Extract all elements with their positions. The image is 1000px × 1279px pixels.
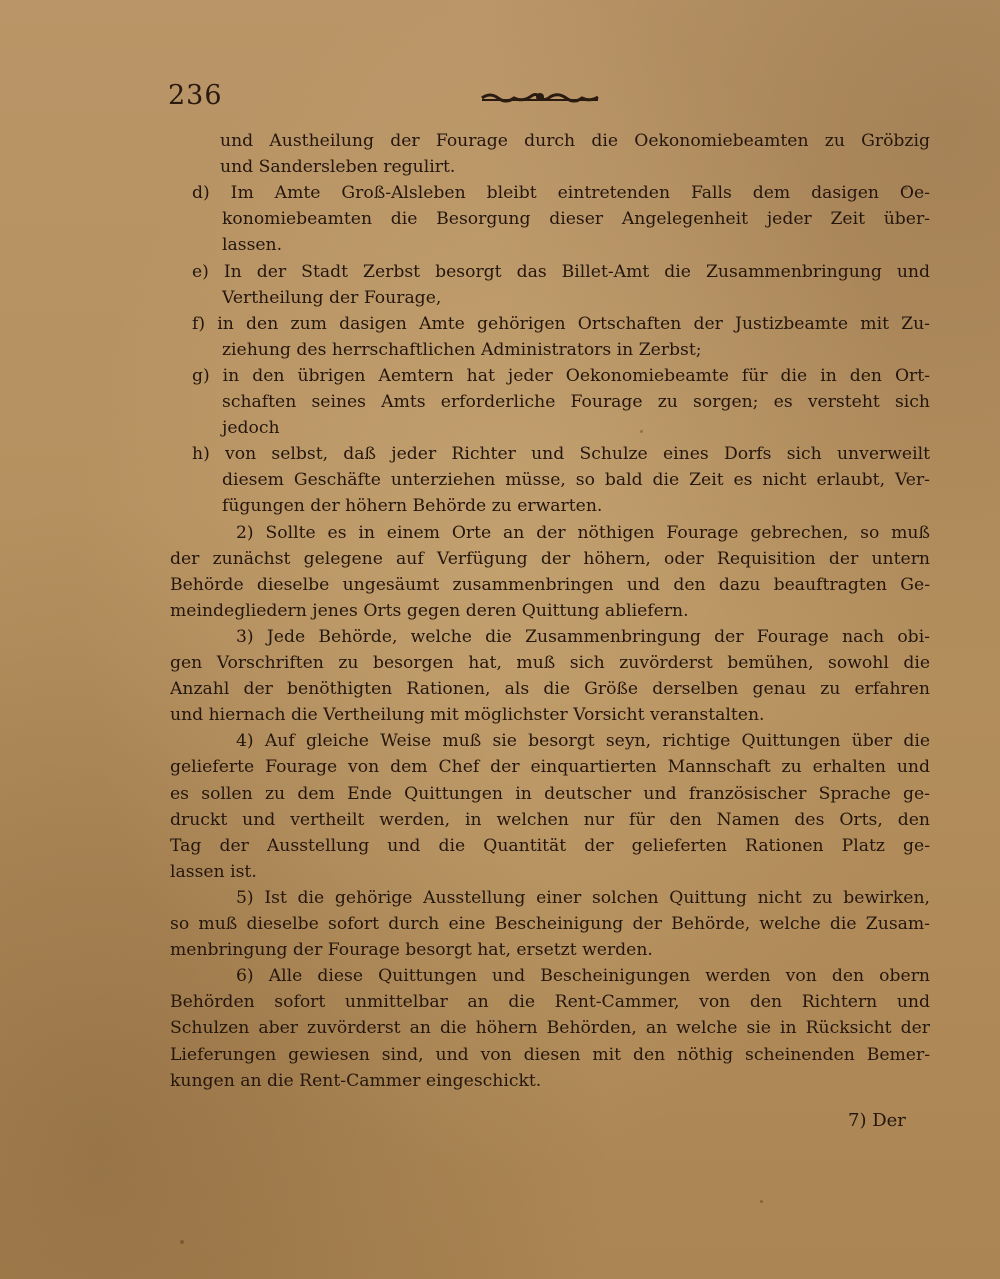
text-line: schaften seines Amts erforderliche Fourage zu sorgen; es versteht sich [222, 392, 930, 412]
text-line: gen Vorschriften zu besorgen hat, muß sich zuvörderst bemühen, sowohl die [170, 653, 930, 673]
text-line: jedoch [222, 418, 280, 439]
text-line: d) Im Amte Groß-Alsleben bleibt eintretenden Falls dem dasigen Oe- [192, 183, 930, 204]
text-line: Tag der Ausstellung und die Quantität der gelieferten Rationen Platz ge- [170, 835, 930, 856]
text-line: fügungen der höhern Behörde zu erwarten. [222, 496, 603, 517]
text-line: konomiebeamten die Besorgung dieser Angelegenheit jeder Zeit über- [222, 209, 930, 230]
text-line: meindegliedern jenes Orts gegen deren Quittung abliefern. [170, 600, 689, 621]
text-line: und Sandersleben regulirt. [220, 157, 456, 178]
text-line: lassen ist. [170, 861, 257, 882]
paper-speck [640, 430, 643, 433]
text-line: gelieferte Fourage von dem Chef der einquartierten Mannschaft zu erhalten und [170, 757, 930, 778]
text-line: lassen. [222, 235, 283, 256]
text-line: h) von selbst, daß jeder Richter und Schulze eines Dorfs sich unverweilt [192, 444, 930, 465]
text-line: diesem Geschäfte unterziehen müsse, so bald die Zeit es nicht erlaubt, Ver- [222, 470, 930, 491]
catchword: 7) Der [848, 1110, 906, 1131]
page-header [168, 80, 928, 114]
text-line: Anzahl der benöthigten Rationen, als die Größe derselben genau zu erfahren [170, 679, 930, 700]
text-line: so muß dieselbe sofort durch eine Bescheinigung der Behörde, welche die Zusam- [170, 914, 930, 934]
text-line: Behörden sofort unmittelbar an die Rent-Cammer, von den Richtern und [170, 992, 930, 1013]
text-line: und Austheilung der Fourage durch die Oekonomiebeamten zu Gröbzig [220, 131, 930, 151]
text-line: g) in den übrigen Aemtern hat jeder Oekonomiebeamte für die in den Ort- [192, 365, 930, 386]
paper-speck [180, 1240, 184, 1244]
text-line: menbringung der Fourage besorgt hat, ersetzt werden. [170, 940, 653, 961]
text-line: 6) Alle diese Quittungen und Bescheinigungen werden von den obern [236, 966, 930, 987]
text-line: Vertheilung der Fourage, [222, 287, 442, 308]
text-line: 5) Ist die gehörige Ausstellung einer solchen Quittung nicht zu bewirken, [236, 887, 930, 908]
text-line: 3) Jede Behörde, welche die Zusammenbringung der Fourage nach obi- [236, 626, 930, 647]
header-ornament-icon [480, 90, 600, 104]
text-line: 2) Sollte es in einem Orte an der nöthigen Fourage gebrechen, so muß [236, 522, 930, 543]
paper-speck [903, 186, 908, 190]
paper-speck [412, 140, 416, 143]
text-line: f) in den zum dasigen Amte gehörigen Ortschaften der Justizbeamte mit Zu- [192, 313, 930, 334]
text-line: der zunächst gelegene auf Verfügung der höhern, oder Requisition der untern [170, 548, 930, 569]
text-line: ziehung des herrschaftlichen Administrators in Zerbst; [222, 339, 702, 360]
text-line: Schulzen aber zuvörderst an die höhern Behörden, an welche sie in Rücksicht der [170, 1018, 930, 1039]
text-line: Lieferungen gewiesen sind, und von diesen mit den nöthig scheinenden Bemer- [170, 1044, 930, 1065]
text-line: kungen an die Rent-Cammer eingeschickt. [170, 1070, 542, 1091]
text-line: und hiernach die Vertheilung mit möglichster Vorsicht veranstalten. [170, 705, 765, 726]
text-line: Behörde dieselbe ungesäumt zusammenbringen und den dazu beauftragten Ge- [170, 574, 930, 595]
text-line: es sollen zu dem Ende Quittungen in deutscher und französischer Sprache ge- [170, 783, 930, 804]
text-line: e) In der Stadt Zerbst besorgt das Billet-Amt die Zusammenbringung und [192, 261, 930, 282]
text-line: 4) Auf gleiche Weise muß sie besorgt seyn, richtige Quittungen über die [236, 731, 930, 752]
text-line: druckt und vertheilt werden, in welchen nur für den Namen des Orts, den [170, 809, 930, 830]
paper-speck [760, 1200, 763, 1203]
page-number: 236 [168, 80, 223, 111]
